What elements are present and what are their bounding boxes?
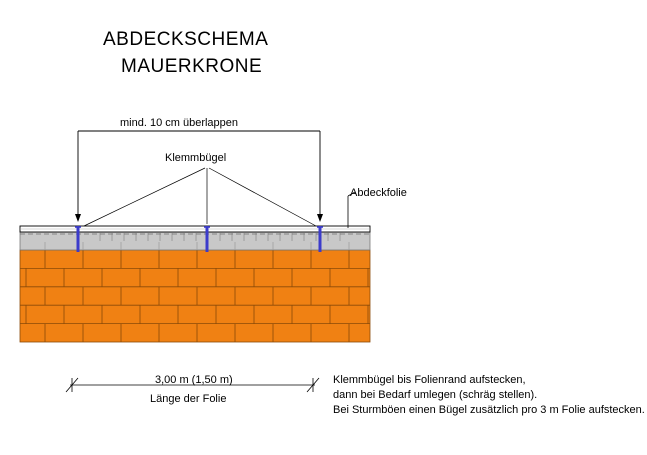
note-line-1: Klemmbügel bis Folienrand aufstecken, (333, 374, 526, 386)
label-foil-length-value: 3,00 m (1,50 m) (155, 374, 233, 386)
clamp-leader-lines (84, 168, 316, 226)
cover-foil-leader-line (348, 192, 355, 228)
overlap-dimension (75, 131, 323, 222)
brickwork (20, 250, 370, 342)
page-title-line-2: MAUERKRONE (121, 56, 263, 77)
mortar-layer (20, 232, 370, 250)
label-foil-length-caption: Länge der Folie (150, 393, 227, 405)
label-overlap: mind. 10 cm überlappen (120, 117, 239, 129)
label-clamp: Klemmbügel (165, 152, 227, 164)
label-cover-foil: Abdeckfolie (350, 187, 407, 199)
page-title-line-1: ABDECKSCHEMA (103, 29, 269, 50)
foil-length-dimension (66, 378, 319, 392)
note-line-3: Bei Sturmböen einen Bügel zusätzlich pro 3 m Folie aufstecken. (333, 404, 645, 416)
note-line-2: dann bei Bedarf umlegen (schräg stellen). (333, 389, 538, 401)
